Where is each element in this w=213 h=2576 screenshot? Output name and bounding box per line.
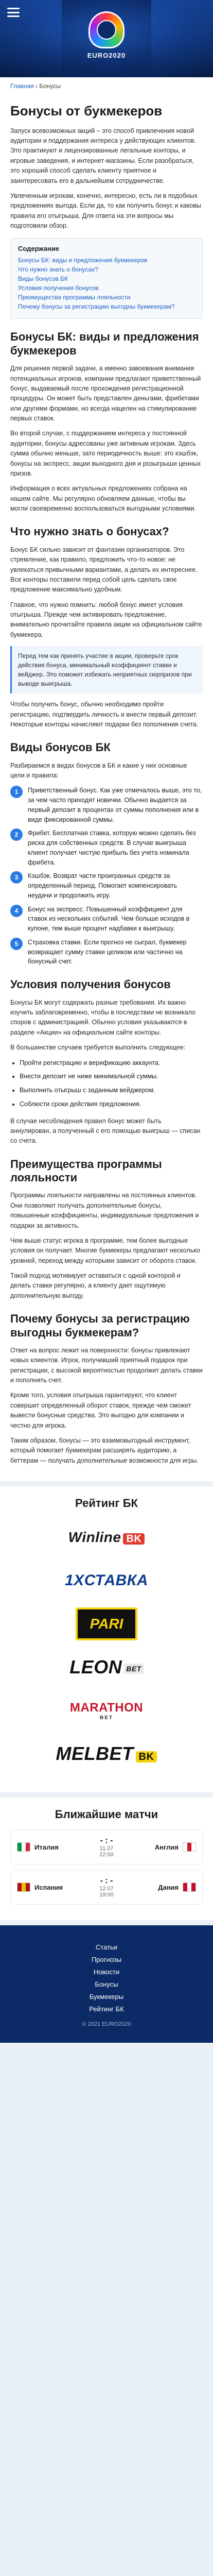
footer-link-news[interactable]: Новости [93, 1968, 120, 1976]
breadcrumb [0, 77, 213, 95]
list-item: 5 Страховка ставки. Если прогноз не сыграл, букмекер возвращает сумму ставки целиком или частично на бонусный счет. [10, 938, 203, 967]
match-row[interactable] [10, 1870, 203, 1905]
list-item: 1 Приветственный бонус. Как уже отмечалось выше, это то, за чем часто приходят новички. Обычно выдается за первый депозит в процентах от суммы пополнения или в виде фиксированной суммы. [10, 786, 203, 824]
list-number-badge: 5 [10, 938, 23, 950]
section-paragraph: Информация о всех актуальных предложениях собрана на нашем сайте. Мы регулярно обновляем данные, чтобы вы могли своевременно воспользоваться выгодными условиями. [10, 485, 196, 513]
breadcrumb-home-link[interactable]: Главная [10, 82, 34, 90]
section-paragraph: Чем выше статус игрока в программе, тем более выгодные условия он получает. Многие букмекеры предлагают несколько уровней, переход между которыми зависит от оборота ставок. [10, 1236, 200, 1264]
toc-link[interactable]: Преимущества программы лояльности [18, 294, 131, 301]
euro-trophy-icon [88, 11, 125, 48]
list-number-badge: 3 [10, 871, 23, 884]
list-number-badge: 4 [10, 905, 23, 917]
bonus-kinds-list [10, 786, 203, 967]
section-paragraph: Во второй случае, с поддержанием интереса у постоянной аудитории, бонусы адресованы уже активным игрокам. Здесь сумма обычно меньше, зато периодичность выше: это кэшбэк, бонусы на экспресс, акции выходного дня и розыгрыши ценных призов. [10, 430, 201, 477]
bookmaker-card-marathon[interactable] [29, 1691, 184, 1730]
footer-link-articles[interactable]: Статьи [95, 1943, 118, 1952]
toc-link[interactable]: Бонусы БК: виды и предложения букмекеров [18, 257, 148, 264]
bookmaker-card-winline[interactable] [29, 1518, 184, 1556]
section-paragraph: Таким образом, бонусы — это взаимовыгодный инструмент, который помогает букмекерам расширять аудиторию, а беттерам — получать дополнительные возможности для игры. [10, 1436, 199, 1464]
site-logo[interactable] [78, 11, 135, 68]
section-paragraph: В большинстве случаев требуется выполнить следующее: [10, 1044, 186, 1052]
section-paragraph: Чтобы получить бонус, обычно необходимо пройти регистрацию, подтвердить личность и внести первый депозит. Некоторые конторы начисляют подарки без пополнения счета. [10, 701, 199, 728]
toc-link[interactable]: Условия получения бонусов [18, 284, 99, 292]
section-paragraph: Главное, что нужно помнить: любой бонус имеет условия отыгрыша. Прежде чем активировать предложение, внимательно прочитайте правила акции на официальном сайте букмекера. [10, 601, 202, 638]
list-item: • Соблюсти сроки действия предложения. [20, 1099, 203, 1109]
list-item: • Пройти регистрацию и верификацию аккаунта. [20, 1058, 203, 1068]
page-title: Бонусы от букмекеров [10, 103, 163, 118]
bookmaker-card-melbet[interactable] [29, 1735, 184, 1773]
bookmaker-rating [0, 1486, 213, 1792]
section-paragraph: В случае несоблюдения правил бонус может быть аннулирован, а полученный с его помощью выигрыш — списан со счета. [10, 1117, 201, 1145]
footer-link-bonuses[interactable]: Бонусы [95, 1980, 118, 1989]
section-heading-what-to-know: Что нужно знать о бонусах? [10, 525, 169, 538]
rating-title: Рейтинг БК [75, 1497, 138, 1510]
article [0, 95, 213, 1481]
home-team: Италия [17, 1842, 84, 1852]
bookmaker-logo: Winline BK [68, 1529, 145, 1546]
breadcrumb-current: Бонусы [39, 82, 61, 90]
flag-icon [183, 1883, 196, 1892]
menu-toggle-button[interactable] [6, 6, 21, 19]
match-score: - : - [100, 1836, 113, 1845]
section-heading-bonus-types: Бонусы БК: виды и предложения букмекеров [10, 330, 199, 357]
matches-title: Ближайшие матчи [55, 1808, 158, 1821]
info-note: Перед тем как принять участие в акции, проверьте срок действия бонуса, минимальный коэффициент ставки и вейджер. Это поможет избежать неприятных сюрпризов при выводе выигрыша. [10, 646, 203, 693]
section-paragraph: Ответ на вопрос лежит на поверхности: бонусы привлекают новых клиентов. Игрок, получивший приятный подарок при регистрации, с высокой вероятностью продолжит делать ставки и пополнять счет. [10, 1346, 203, 1384]
list-item: • Внести депозит не ниже минимальной суммы. [20, 1072, 203, 1081]
match-info [99, 1836, 114, 1858]
footer-link-bookmakers[interactable]: Букмекеры [89, 1993, 124, 2001]
section-heading-loyalty: Преимущества программы лояльности [10, 1157, 162, 1184]
bookmaker-logo: MELBET BK [56, 1743, 157, 1765]
hero-glow-right [151, 0, 213, 77]
toc-link[interactable]: Виды бонусов БК [18, 275, 68, 283]
away-team: Англия [129, 1842, 196, 1852]
list-item: 4 Бонус на экспресс. Повышенный коэффициент для ставок из нескольких событий. Чем больше исходов в купоне, тем выше процент надбавки к выигрышу. [10, 905, 203, 934]
conditions-list [20, 1058, 203, 1109]
away-team: Дания [129, 1883, 196, 1892]
menu-bar-icon [7, 8, 20, 9]
list-number-badge: 1 [10, 786, 23, 798]
match-row[interactable] [10, 1829, 203, 1865]
section-heading-kinds: Виды бонусов БК [10, 741, 111, 754]
list-item: 2 Фрибет. Бесплатная ставка, которую можно сделать без риска для собственных средств. В случае выигрыша клиент получает чистую прибыль без учета номинала фрибета. [10, 828, 203, 867]
section-paragraph: Программы лояльности направлены на постоянных клиентов. Они позволяют получать дополнительные бонусы, повышенные коэффициенты, индивидуальные предложения и подарки за активность. [10, 1192, 199, 1229]
match-score: - : - [100, 1876, 113, 1886]
site-footer [0, 1925, 213, 2043]
section-paragraph: Кроме того, условия отыгрыша гарантируют, что клиент совершит определенный оборот ставок, прежде чем сможет вывести бонусные средства. Это выгодно для компании и честно для игрока. [10, 1392, 191, 1429]
footer-link-predictions[interactable]: Прогнозы [91, 1956, 122, 1964]
bookmaker-logo: PARI [76, 1607, 137, 1640]
toc-link[interactable]: Что нужно знать о бонусах? [18, 266, 98, 274]
section-paragraph: Бонус БК сильно зависит от фантазии организаторов. Это стремление, как правило, предложить что-то новое: не увлекаться привычными вариантами, а делать их интереснее. Все конторы поставили перед собой цель сделать свое предложение максимально удобным. [10, 546, 198, 594]
menu-bar-icon [7, 15, 20, 17]
list-number-badge: 2 [10, 828, 23, 841]
footer-nav [10, 1943, 203, 2013]
flag-icon [183, 1842, 196, 1852]
bookmaker-card-pari[interactable] [29, 1605, 184, 1643]
table-of-contents [10, 238, 203, 319]
bookmaker-logo: LEON BET [69, 1656, 144, 1678]
list-item: • Выполнить отыгрыш с заданным вейджером. [20, 1086, 203, 1095]
section-paragraph: Разбираемся в видах бонусов в БК и какие у них основные цели и правила: [10, 761, 187, 779]
match-date: 11.07 [99, 1845, 114, 1852]
home-team: Испания [17, 1883, 84, 1892]
list-item: 3 Кэшбэк. Возврат части проигранных средств за определенный период. Помогает компенсировать неудачи и продолжить игру. [10, 871, 203, 900]
bookmaker-card-1xstavka[interactable] [29, 1562, 184, 1600]
toc-link[interactable]: Почему бонусы за регистрацию выгодны букмекерам? [18, 303, 175, 311]
bookmaker-card-leon[interactable] [29, 1648, 184, 1686]
flag-icon [17, 1842, 30, 1852]
hero-header [0, 0, 213, 77]
section-heading-why-profitable: Почему бонусы за регистрацию выгодны букмекерам? [10, 1312, 190, 1339]
toc-title: Содержание [18, 245, 60, 253]
logo-text: EURO2020 [87, 52, 126, 59]
bookmaker-logo: MARATHON BET [69, 1700, 144, 1721]
breadcrumb-separator: › [36, 82, 38, 90]
section-heading-conditions: Условия получения бонусов [10, 978, 171, 991]
section-paragraph: Бонусы БК могут содержать разные требования. Их важно изучить заблаговременно, чтобы в последствии не возникало споров с администрацией. Обычно условия указываются в разделе «Акции» на официальном сайте конторы. [10, 998, 196, 1036]
section-paragraph: Для решения первой задачи, а именно завоевания внимания потенциальных игроков, компании предлагают приветственный бонус, выдаваемый после прохождения регистрационной процедуры. Он может быть представлен деньгами, фрибетами или другими формами, но всегда нацелен на стимулирование первых ставок. [10, 365, 201, 422]
match-time: 19:00 [99, 1892, 114, 1899]
copyright: © 2021 EURO2020 [82, 2021, 131, 2028]
match-time: 22:00 [99, 1852, 114, 1858]
bookmaker-logo: 1XСТАВКА [65, 1572, 148, 1589]
match-info [99, 1876, 114, 1898]
flag-icon [17, 1883, 30, 1892]
upcoming-matches [0, 1798, 213, 1920]
intro-paragraph: Запуск всевозможных акций – это способ привлечения новой аудитории и поддержания интереса у действующих клиентов. Это практикуют и лицензированные легальные конторы, и игровые заведения, и интернет-магазины. Если разобраться, это хороший способ сделать клиенту приятное и заинтересовать его в дальнейшем сотрудничестве. [10, 127, 196, 184]
section-paragraph: Такой подход мотивирует оставаться с одной конторой и делать ставки регулярно, а клиенту дает ощутимую дополнительную выгоду. [10, 1272, 181, 1299]
menu-bar-icon [7, 12, 20, 13]
match-date: 12.07 [99, 1886, 114, 1892]
footer-link-rating[interactable]: Рейтинг БК [89, 2005, 124, 2013]
intro-paragraph: Увлеченным игрокам, конечно, интересно, есть ли в подобных предложениях выгода. Если да, то как получить бонус и каковы правила его отыгрыша. Для ответа на эти вопросы мы подготовили обзор. [10, 192, 201, 230]
